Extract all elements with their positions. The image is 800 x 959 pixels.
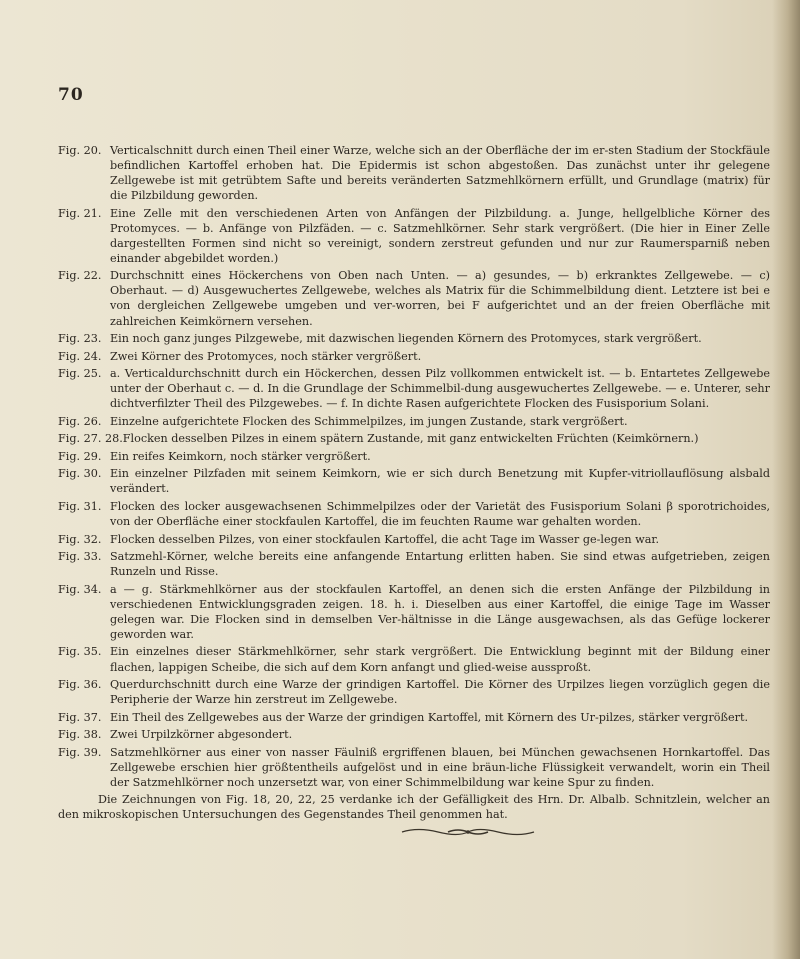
figure-caption: [58, 677, 770, 707]
figure-text: Satzmehlkörner aus einer von nasser Fäulniß ergriffenen blauen, bei München gewachsenen Hornkartoffel. Das Zellgewebe erschien hier größtentheils aufgelöst und in eine bräun-liche Flüssigkeit verwandelt, worin ein Theil der Satzmehlkörner noch unzersetzt war, von einer Schimmelbildung war keine Spur zu finden.: [110, 745, 770, 789]
figure-label: Fig. 29.: [58, 449, 102, 463]
figure-label: Fig. 39.: [58, 745, 102, 759]
figure-label: Fig. 20.: [58, 144, 102, 157]
figure-caption: [58, 499, 770, 529]
figure-text: Durchschnitt eines Höckerchens von Oben nach Unten. — a) gesundes, — b) erkranktes Zellgewebe. — c) Oberhaut. — d) Ausgewuchertes Zellgewebe, welches als Matrix für die Schimmelbildung dient. Letztere ist bei e von dergleichen Zellgewebe umgeben und ver-worren, bei F aufgerichtet und an der freien Oberfläche mit zahlreichen Keimkörnern versehen.: [110, 269, 770, 328]
figure-caption: [58, 710, 770, 725]
closing-note: Die Zeichnungen von Fig. 18, 20, 22, 25 verdanke ich der Gefälligkeit des Hrn. Dr. Albalb. Schnitzlein, welcher an den mikroskopischen Untersuchungen des Gegenstandes Theil genommen hat.: [58, 793, 770, 822]
figure-caption: [58, 143, 770, 203]
figure-caption: [58, 549, 770, 579]
page-number: 70: [58, 85, 84, 105]
figure-text: Zwei Urpilzkörner abgesondert.: [110, 728, 293, 742]
figure-text: Satzmehl-Körner, welche bereits eine anfangende Entartung erlitten haben. Sie sind etwas aufgetrieben, zeigen Runzeln und Risse.: [110, 550, 770, 579]
figure-label: Fig. 23.: [58, 332, 102, 346]
figure-text: Zwei Körner des Protomyces, noch stärker vergrößert.: [110, 349, 422, 363]
figure-text: Eine Zelle mit den verschiedenen Arten von Anfängen der Pilzbildung. a. Junge, hellgelbliche Körner des Protomyces. — b. Anfänge von Pilzfäden. — c. Satzmehlkörner. Sehr stark vergrößert. (Die hier in Einer Zelle dargestellten Formen sind nicht so vereinigt, sondern zerstreut gefunden und nur zur Raumersparniß neben einander abgebildet worden.): [110, 206, 770, 265]
figure-text: Ein noch ganz junges Pilzgewebe, mit dazwischen liegenden Körnern des Protomyces, stark vergrößert.: [110, 332, 702, 346]
figure-label: Fig. 31.: [58, 500, 102, 514]
figure-caption: [58, 366, 770, 411]
figure-caption: [58, 431, 770, 446]
figure-label: Fig. 21.: [58, 206, 102, 220]
figure-label: Fig. 36.: [58, 678, 102, 692]
figure-label: Fig. 22.: [58, 269, 102, 283]
figure-label: Fig. 30.: [58, 467, 102, 481]
figure-label: Fig. 35.: [58, 645, 102, 659]
figure-caption: [58, 745, 770, 790]
figure-caption: [58, 349, 770, 364]
figure-text: a — g. Stärkmehlkörner aus der stockfaulen Kartoffel, an denen sich die ersten Anfänge der Pilzbildung in verschiedenen Entwicklungsgraden zeigen. 18. h. i. Dieselben aus einer Kartoffel, die einige Tage im Wasser gelegen war. Die Flocken sind in demselben Ver-hältnisse in die Länge ausgewachsen, als das Gefüge lockerer geworden war.: [110, 582, 770, 641]
figure-label: Fig. 34.: [58, 582, 102, 596]
figure-label: Fig. 25.: [58, 367, 102, 381]
figure-label: Fig. 26.: [58, 414, 102, 428]
figure-caption: [58, 582, 770, 642]
figure-caption: [58, 268, 770, 328]
figure-text: Ein Theil des Zellgewebes aus der Warze der grindigen Kartoffel, mit Körnern des Ur-pilzes, stärker vergrößert.: [110, 710, 749, 724]
figure-caption: [58, 644, 770, 674]
ornament-divider: [398, 826, 538, 838]
figure-caption: [58, 727, 770, 742]
figure-text: Flocken desselben Pilzes, von einer stockfaulen Kartoffel, die acht Tage im Wasser ge-legen war.: [110, 532, 660, 546]
figure-text: Flocken desselben Pilzes in einem spätern Zustande, mit ganz entwickelten Früchten (Keimkörnern.): [122, 432, 699, 446]
figure-label: Fig. 37.: [58, 710, 102, 724]
figure-caption: [58, 206, 770, 266]
figure-caption: [58, 532, 770, 547]
figure-caption: [58, 466, 770, 496]
figure-text: Einzelne aufgerichtete Flocken des Schimmelpilzes, im jungen Zustande, stark vergrößert.: [110, 414, 628, 428]
figure-captions: [58, 143, 770, 822]
figure-label: Fig. 33.: [58, 550, 102, 564]
figure-text: a. Verticaldurchschnitt durch ein Höckerchen, dessen Pilz vollkommen entwickelt ist. — b. Entartetes Zellgewebe unter der Oberhaut c. — d. In die Grundlage der Schimmelbil-dung ausgewuchertes Zellgewebe. — e. Unterer, sehr dichtverfilzter Theil des Pilzgewebes. — f. In dichte Rasen aufgerichtete Flocken des Fusisporium Solani.: [110, 367, 770, 411]
figure-label: Fig. 27. 28.: [58, 432, 123, 446]
figure-text: Flocken des locker ausgewachsenen Schimmelpilzes oder der Varietät des Fusisporium Solani β sporotrichoides, von der Oberfläche einer stockfaulen Kartoffel, die im feuchten Raume war gehalten worden.: [110, 500, 770, 529]
figure-caption: [58, 414, 770, 429]
figure-text: Ein reifes Keimkorn, noch stärker vergrößert.: [110, 449, 371, 463]
figure-text: Ein einzelnes dieser Stärkmehlkörner, sehr stark vergrößert. Die Entwicklung beginnt mit der Bildung einer flachen, lappigen Scheibe, die sich auf dem Korn anfangt und glied-weise aussproßt.: [110, 645, 770, 674]
figure-text: Ein einzelner Pilzfaden mit seinem Keimkorn, wie er sich durch Benetzung mit Kupfer-vitriollauflösung alsbald verändert.: [110, 467, 770, 496]
figure-text: Querdurchschnitt durch eine Warze der grindigen Kartoffel. Die Körner des Urpilzes liegen vorzüglich gegen die Peripherie der Warze hin zerstreut im Zellgewebe.: [110, 678, 770, 707]
book-spine-shadow: [772, 0, 800, 959]
figure-caption: [58, 331, 770, 346]
figure-label: Fig. 32.: [58, 532, 102, 546]
figure-label: Fig. 24.: [58, 349, 102, 363]
figure-label: Fig. 38.: [58, 728, 102, 742]
figure-caption: [58, 449, 770, 464]
figure-text: Verticalschnitt durch einen Theil einer Warze, welche sich an der Oberfläche der im er-sten Stadium der Stockfäule befindlichen Kartoffel erhoben hat. Die Epidermis ist schon abgestoßen. Das zunächst unter ihr gelegene Zellgewebe ist mit getrübtem Safte und bereits veränderten Satzmehlkörnern erfüllt, und Grundlage (matrix) für die Pilzbildung geworden.: [110, 144, 770, 203]
